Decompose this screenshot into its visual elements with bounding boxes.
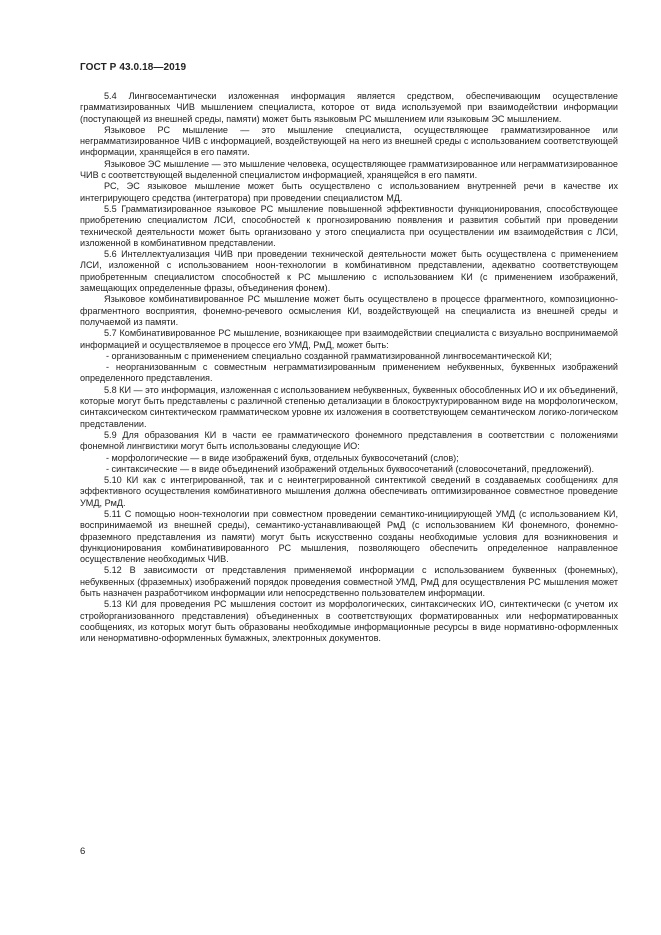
paragraph-5-4: 5.4 Лингвосемантически изложенная информация является средством, обеспечивающим осуществление грамматизированных ЧИВ мышлением специалиста, которое от вида используемой при взаимодействии информации (поступающей из внешней среды, памяти) может быть языковым РС мышлением или языковым ЭС мышлением. — [80, 91, 618, 124]
paragraph-combinative-thinking: Языковое комбинативированное РС мышление может быть осуществлено в процессе фрагментного, композиционно-фрагментного восприятия, фонемно-речевого осмысления КИ, воздействующей на специалиста из внешней среды и получаемой из памяти. — [80, 294, 618, 327]
paragraph-rs-thinking: Языковое РС мышление — это мышление специалиста, осуществляющее грамматизированное или неграмматизированное ЧИВ с информацией, воздействующей на него из внешней среды с использованием соответствующей информации, хранящейся в его памяти. — [80, 124, 618, 158]
paragraph-5-8: 5.8 КИ — это информация, изложенная с использованием небуквенных, буквенных обособленных ИО и их объединений, которые могут быть представлены с различной степенью детализации в блокоструктурированном виде на морфологическом, синтаксическом синтектическом грамматическом уровне их изложения в соответствующем семантическом логико-логическом представлении. — [80, 384, 618, 429]
paragraph-5-11: 5.11 С помощью ноон-технологии при совместном проведении семантико-инициирующей УМД (с использованием КИ, воспринимаемой из внешней среды), семантико-устанавливающей РмД (с использованием КИ фонемного, фонемно-фраземного представления из памяти) могут быть искусственно созданы необходимые условия для возникновения и функционирования комбинативированного РС мышления, позволяющего обеспечить определенное направленное осуществление необходимых ЧИВ. — [80, 508, 618, 565]
paragraph-es-thinking: Языковое ЭС мышление — это мышление человека, осуществляющее грамматизированное или неграмматизированное ЧИВ с соответствующей выделенной специалистом информацией, хранящейся в его памяти. — [80, 158, 618, 181]
paragraph-5-9: 5.9 Для образования КИ в части ее грамматического фонемного представления в соответствии с положениями фонемной лингвистики могут быть использованы следующие ИО: — [80, 429, 618, 452]
list-item-unorganized: - неорганизованным с совместным неграмматизированным применением небуквенных, буквенных изображений определенного представления. — [80, 362, 618, 384]
list-item-syntactic: - синтаксические — в виде объединений изображений отдельных буквосочетаний (словосочетаний, предложений). — [106, 463, 595, 474]
paragraph-5-6: 5.6 Интеллектуализация ЧИВ при проведении технической деятельности может быть осуществлена с применением ЛСИ, изложенной с использованием ноон-технологии в комбинативном представлении, адекватно соответствующем приобретенным специалистом способностей к РС мышлению с использованием КИ (с применением изображений, замещающих определенные фразы, объединения фонем). — [80, 249, 618, 294]
paragraph-5-13: 5.13 КИ для проведения РС мышления состоит из морфологических, синтаксических ИО, синтектически (с учетом их стройорганизованного представления) объединенных в соответствующих форматированных или неформатированных сообщениях, из которых могут быть образованы необходимые информационные ресурсы в виде нормативно-оформленных или ненормативно-оформленных бумажных, электронных документов. — [80, 599, 618, 644]
document-body — [80, 91, 618, 645]
list-item-organized: - организованным с применением специально созданной грамматизированной лингвосемантической КИ; — [106, 350, 552, 361]
page-number: 6 — [80, 846, 86, 857]
paragraph-5-10: 5.10 КИ как с интегрированной, так и с неинтегрированной синтектикой сведений в создаваемых сообщениях для эффективного осуществления комбинативного мышления должна обеспечивать оптимизированное совместное проведение УМД, РмД. — [80, 475, 618, 508]
list-item-morphological: - морфологические — в виде изображений букв, отдельных буквосочетаний (слов); — [106, 452, 459, 463]
paragraph-5-7: 5.7 Комбинативированное РС мышление, возникающее при взаимодействии специалиста с визуально воспринимаемой информацией и осуществляемое в процессе его УМД, РмД, может быть: — [80, 328, 618, 350]
paragraph-inner-speech: РС, ЭС языковое мышление может быть осуществлено с использованием внутренней речи в качестве их интегрирующего средства (интегратора) при проведении специалистом МД. — [80, 181, 618, 203]
document-header: ГОСТ Р 43.0.18—2019 — [80, 62, 187, 73]
paragraph-5-5: 5.5 Грамматизированное языковое РС мышление повышенной эффективности функционирования, способствующее приобретению специалистом ЛСИ, способностей к прогнозированию появления и развития событий при проведении технической деятельности может быть организовано у этого специалиста при осуществлении им взаимодействия с ЛСИ, изложенной в комбинативном представлении. — [80, 203, 618, 248]
paragraph-5-12: 5.12 В зависимости от представления применяемой информации с использованием буквенных (фонемных), небуквенных (фраземных) изображений порядок проведения совместной УМД, РмД для осуществления РС мышления может быть назначен разработчиком информации или непосредственно пользователем информации. — [80, 565, 618, 599]
